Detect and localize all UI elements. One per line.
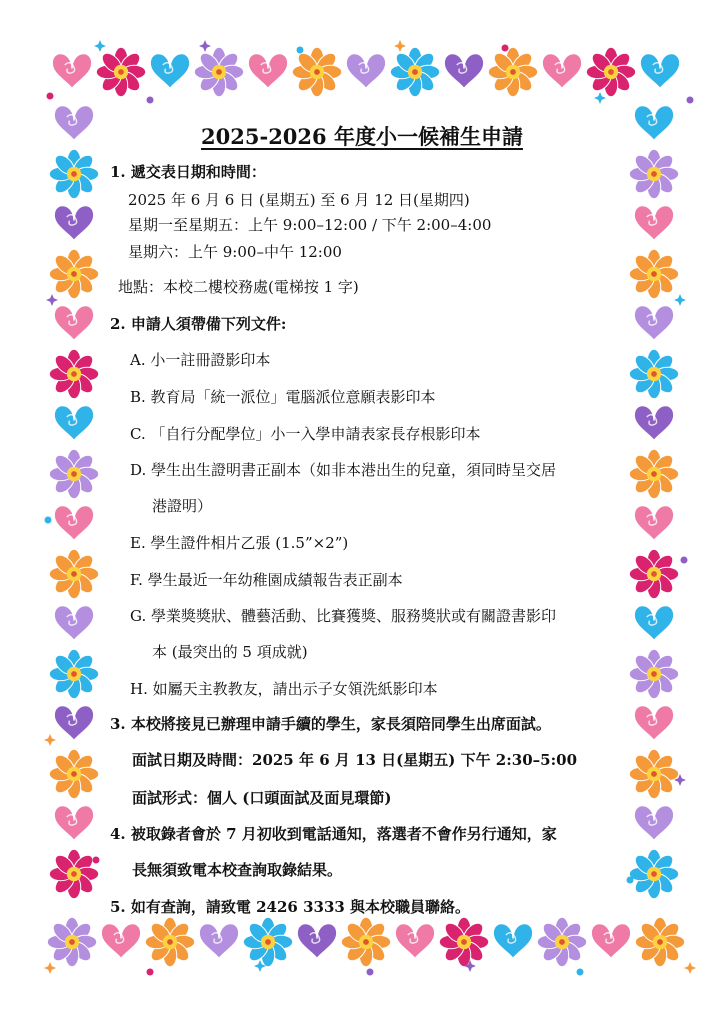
section-5-line-1: 5. 如有查詢，請致電 2426 3333 與本校職員聯絡。 — [110, 898, 471, 916]
doc-item-c: C. 「自行分配學位」小一入學申請表家長存根影印本 — [130, 425, 481, 443]
section-1-heading: 1. 遞交表日期和時間： — [110, 163, 266, 181]
saturday-hours: 星期六：上午 9:00–中午 12:00 — [128, 243, 342, 261]
section-4-line-2: 長無須致電本校查詢取錄結果。 — [132, 861, 343, 879]
section-2-heading: 2. 申請人須帶備下列文件: — [110, 315, 287, 333]
doc-item-d: D. 學生出生證明書正副本（如非本港出生的兒童，須同時呈交居 — [130, 461, 557, 479]
doc-item-e: E. 學生證件相片乙張 (1.5”×2”) — [130, 534, 349, 552]
page-title: 2025-2026 年度小一候補生申請 — [201, 124, 523, 149]
venue: 地點：本校二樓校務處(電梯按 1 字) — [118, 278, 359, 296]
submission-dates: 2025 年 6 月 6 日 (星期五) 至 6 月 12 日(星期四) — [128, 191, 470, 209]
interview-format: 面試形式：個人 (口頭面試及面見環節) — [132, 789, 392, 807]
interview-datetime: 面試日期及時間：2025 年 6 月 13 日(星期五) 下午 2:30–5:00 — [132, 751, 578, 769]
doc-item-f: F. 學生最近一年幼稚園成績報告表正副本 — [130, 571, 403, 589]
doc-item-h: H. 如屬天主教教友，請出示子女領洗紙影印本 — [130, 680, 438, 698]
section-4-line-1: 4. 被取錄者會於 7 月初收到電話通知，落選者不會作另行通知，家 — [110, 825, 557, 843]
doc-item-d-cont: 港證明） — [152, 497, 213, 515]
doc-item-b: B. 教育局「統一派位」電腦派位意願表影印本 — [130, 388, 436, 406]
weekday-hours: 星期一至星期五：上午 9:00–12:00 / 下午 2:00–4:00 — [128, 216, 492, 234]
doc-item-a: A. 小一註冊證影印本 — [130, 351, 271, 369]
section-3-line-1: 3. 本校將接見已辦理申請手續的學生，家長須陪同學生出席面試。 — [110, 715, 551, 733]
doc-item-g: G. 學業獎獎狀、體藝活動、比賽獲獎、服務獎狀或有關證書影印 — [130, 607, 556, 625]
doc-item-g-cont: 本 (最突出的 5 項成就) — [152, 643, 308, 661]
